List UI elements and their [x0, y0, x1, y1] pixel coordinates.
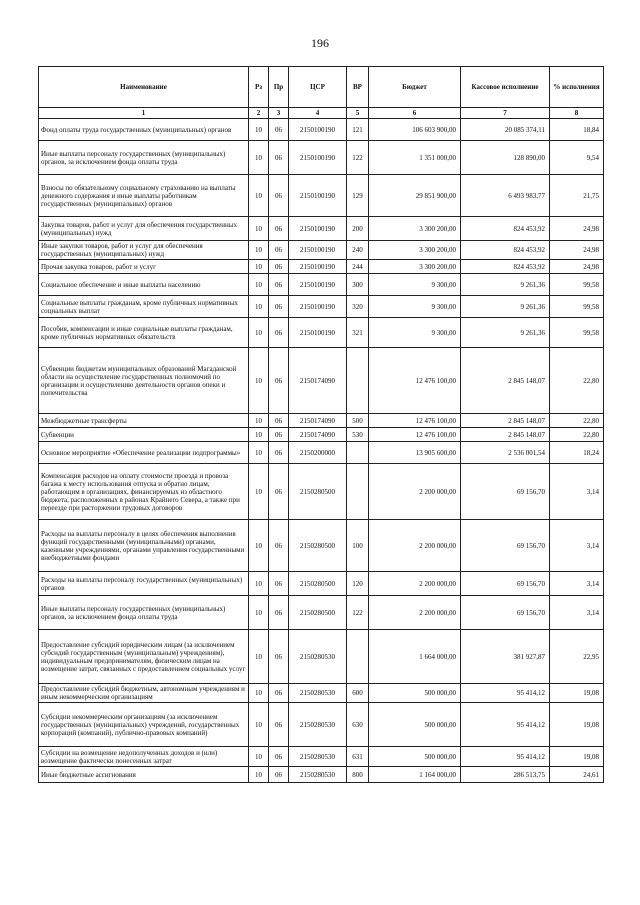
cell-vr: 320: [347, 296, 369, 318]
cell-exec: 69 156,70: [461, 520, 550, 572]
cell-budget: 9 300,00: [369, 296, 461, 318]
table-row: [39, 217, 604, 241]
cell-name: Пособия, компенсации и иные социальные выплаты гражданам, кроме публичных нормативных обязательств: [39, 318, 249, 348]
cell-rz: 10: [249, 428, 269, 442]
cell-pct: 24,98: [550, 217, 604, 241]
cell-budget: 9 300,00: [369, 318, 461, 348]
table-row: [39, 464, 604, 520]
cell-vr: 530: [347, 428, 369, 442]
cell-csr: 2150100190: [289, 217, 347, 241]
cell-exec: 95 414,12: [461, 703, 550, 747]
cell-vr: 240: [347, 241, 369, 260]
cell-vr: 120: [347, 572, 369, 596]
header-exec: Кассовое исполнение: [461, 67, 550, 108]
cell-csr: 2150280500: [289, 520, 347, 572]
table-row: [39, 684, 604, 703]
cell-budget: 2 200 000,00: [369, 572, 461, 596]
table-row: [39, 428, 604, 442]
cell-name: Взносы по обязательному социальному страхованию на выплаты денежного содержания и иные выплаты работникам государственных (муниципальных) органов: [39, 175, 249, 217]
cell-exec: 128 890,00: [461, 141, 550, 175]
cell-pr: 06: [269, 241, 289, 260]
cell-pr: 06: [269, 141, 289, 175]
colnum-6: 6: [369, 108, 461, 119]
cell-exec: 95 414,12: [461, 747, 550, 767]
cell-pct: 22,80: [550, 414, 604, 428]
cell-pct: 24,61: [550, 767, 604, 783]
cell-pr: 06: [269, 428, 289, 442]
cell-pct: 3,14: [550, 464, 604, 520]
table-row: [39, 596, 604, 630]
cell-name: Социальные выплаты гражданам, кроме публичных нормативных социальных выплат: [39, 296, 249, 318]
cell-vr: [347, 630, 369, 684]
cell-csr: 2150100190: [289, 318, 347, 348]
cell-pr: 06: [269, 442, 289, 464]
cell-pct: 99,58: [550, 296, 604, 318]
cell-vr: [347, 348, 369, 414]
cell-pct: 22,80: [550, 348, 604, 414]
cell-pr: 06: [269, 175, 289, 217]
cell-rz: 10: [249, 119, 269, 141]
cell-csr: 2150100190: [289, 175, 347, 217]
cell-rz: 10: [249, 217, 269, 241]
cell-csr: 2150174090: [289, 428, 347, 442]
cell-name: Фонд оплаты труда государственных (муниципальных) органов: [39, 119, 249, 141]
cell-name: Предоставление субсидий юридическим лицам (за исключением субсидий государственным (муниципальным) учреждениям), индивидуальным предпринимателям, физическим лицам на возмещение затрат, связанных с предоставлением социальных услуг: [39, 630, 249, 684]
header-vr: ВР: [347, 67, 369, 108]
cell-name: Субсидии некоммерческим организациям (за исключением государственных (муниципальных) учреждений, государственных корпораций (компаний), публично-правовых компаний): [39, 703, 249, 747]
cell-name: Социальное обеспечение и иные выплаты населению: [39, 274, 249, 296]
cell-rz: 10: [249, 767, 269, 783]
cell-exec: 381 927,87: [461, 630, 550, 684]
cell-pct: 19,08: [550, 684, 604, 703]
table-row: [39, 318, 604, 348]
table-row: [39, 348, 604, 414]
table-row: [39, 414, 604, 428]
cell-pct: 24,98: [550, 241, 604, 260]
budget-table: [38, 66, 604, 783]
cell-pct: 9,54: [550, 141, 604, 175]
cell-vr: 121: [347, 119, 369, 141]
cell-rz: 10: [249, 572, 269, 596]
colnum-7: 7: [461, 108, 550, 119]
cell-pr: 06: [269, 260, 289, 274]
cell-rz: 10: [249, 442, 269, 464]
cell-vr: 129: [347, 175, 369, 217]
table-row: [39, 520, 604, 572]
cell-pct: 3,14: [550, 520, 604, 572]
cell-exec: 2 845 148,07: [461, 428, 550, 442]
cell-pr: 06: [269, 119, 289, 141]
table-row: [39, 442, 604, 464]
cell-budget: 2 200 000,00: [369, 596, 461, 630]
cell-budget: 12 476 100,00: [369, 414, 461, 428]
cell-exec: 69 156,70: [461, 596, 550, 630]
cell-budget: 2 200 000,00: [369, 520, 461, 572]
cell-pct: 21,75: [550, 175, 604, 217]
cell-pct: 3,14: [550, 596, 604, 630]
header-row: [39, 67, 604, 108]
cell-rz: 10: [249, 630, 269, 684]
table-row: [39, 141, 604, 175]
cell-rz: 10: [249, 747, 269, 767]
cell-name: Субсидии на возмещение недополученных доходов и (или) возмещение фактически понесенных затрат: [39, 747, 249, 767]
colnum-2: 2: [249, 108, 269, 119]
cell-budget: 2 200 000,00: [369, 464, 461, 520]
cell-name: Иные выплаты персоналу государственных (муниципальных) органов, за исключением фонда оплаты труда: [39, 596, 249, 630]
cell-name: Расходы на выплаты персоналу в целях обеспечения выполнения функций государственными (муниципальными) органами, казенными учреждениями, органами управления государственными внебюджетными фондами: [39, 520, 249, 572]
table-row: [39, 572, 604, 596]
table-row: [39, 274, 604, 296]
cell-name: Основное мероприятие «Обеспечение реализации подпрограммы»: [39, 442, 249, 464]
cell-exec: 69 156,70: [461, 464, 550, 520]
cell-vr: 631: [347, 747, 369, 767]
cell-vr: 300: [347, 274, 369, 296]
cell-budget: 12 476 100,00: [369, 348, 461, 414]
cell-pct: 18,84: [550, 119, 604, 141]
cell-budget: 500 000,00: [369, 747, 461, 767]
cell-exec: 824 453,92: [461, 217, 550, 241]
cell-pr: 06: [269, 767, 289, 783]
cell-exec: 2 845 148,07: [461, 414, 550, 428]
cell-exec: 824 453,92: [461, 241, 550, 260]
cell-csr: 2150280530: [289, 703, 347, 747]
cell-budget: 3 300 200,00: [369, 260, 461, 274]
cell-pct: 99,58: [550, 318, 604, 348]
cell-csr: 2150280530: [289, 630, 347, 684]
cell-pct: 24,98: [550, 260, 604, 274]
cell-csr: 2150100190: [289, 296, 347, 318]
cell-pct: 3,14: [550, 572, 604, 596]
cell-pct: 19,08: [550, 703, 604, 747]
cell-exec: 20 085 374,11: [461, 119, 550, 141]
cell-csr: 2150100190: [289, 241, 347, 260]
cell-pct: 22,95: [550, 630, 604, 684]
cell-exec: 2 845 148,07: [461, 348, 550, 414]
cell-rz: 10: [249, 348, 269, 414]
cell-rz: 10: [249, 318, 269, 348]
cell-vr: 122: [347, 596, 369, 630]
cell-pr: 06: [269, 630, 289, 684]
cell-pr: 06: [269, 318, 289, 348]
cell-vr: 800: [347, 767, 369, 783]
cell-exec: 6 493 983,77: [461, 175, 550, 217]
cell-csr: 2150100190: [289, 274, 347, 296]
cell-csr: 2150200000: [289, 442, 347, 464]
cell-budget: 29 851 900,00: [369, 175, 461, 217]
cell-rz: 10: [249, 703, 269, 747]
cell-name: Субвенции бюджетам муниципальных образований Магаданской области на осуществление государственных полномочий по организации и осуществлению деятельности органов опеки и попечительства: [39, 348, 249, 414]
cell-rz: 10: [249, 175, 269, 217]
cell-csr: 2150280530: [289, 747, 347, 767]
cell-pr: 06: [269, 520, 289, 572]
table-row: [39, 767, 604, 783]
cell-name: Межбюджетные трансферты: [39, 414, 249, 428]
cell-vr: 244: [347, 260, 369, 274]
cell-budget: 1 164 000,00: [369, 767, 461, 783]
cell-pr: 06: [269, 703, 289, 747]
cell-csr: 2150100190: [289, 141, 347, 175]
table-row: [39, 260, 604, 274]
cell-pct: 18,24: [550, 442, 604, 464]
cell-name: Расходы на выплаты персоналу государственных (муниципальных) органов: [39, 572, 249, 596]
cell-csr: 2150280500: [289, 572, 347, 596]
cell-name: Субвенции: [39, 428, 249, 442]
cell-exec: 2 536 001,54: [461, 442, 550, 464]
cell-budget: 9 300,00: [369, 274, 461, 296]
cell-budget: 13 905 600,00: [369, 442, 461, 464]
cell-budget: 106 603 900,00: [369, 119, 461, 141]
header-name: Наименование: [39, 67, 249, 108]
cell-pr: 06: [269, 572, 289, 596]
cell-pr: 06: [269, 596, 289, 630]
cell-vr: 600: [347, 684, 369, 703]
cell-pct: 22,80: [550, 428, 604, 442]
column-number-row: [39, 108, 604, 119]
cell-budget: 3 300 200,00: [369, 217, 461, 241]
colnum-1: 1: [39, 108, 249, 119]
cell-rz: 10: [249, 520, 269, 572]
cell-pct: 99,58: [550, 274, 604, 296]
cell-budget: 12 476 100,00: [369, 428, 461, 442]
table-row: [39, 241, 604, 260]
cell-csr: 2150280530: [289, 767, 347, 783]
colnum-4: 4: [289, 108, 347, 119]
cell-name: Иные выплаты персоналу государственных (муниципальных) органов, за исключением фонда оплаты труда: [39, 141, 249, 175]
cell-csr: 2150100190: [289, 260, 347, 274]
cell-csr: 2150280500: [289, 596, 347, 630]
table-row: [39, 175, 604, 217]
page-number: 196: [311, 36, 329, 50]
table-row: [39, 747, 604, 767]
header-csr: ЦСР: [289, 67, 347, 108]
cell-pr: 06: [269, 684, 289, 703]
header-rz: Рз: [249, 67, 269, 108]
table-row: [39, 119, 604, 141]
cell-pr: 06: [269, 348, 289, 414]
cell-budget: 500 000,00: [369, 684, 461, 703]
cell-exec: 69 156,70: [461, 572, 550, 596]
cell-rz: 10: [249, 414, 269, 428]
cell-rz: 10: [249, 464, 269, 520]
cell-budget: 1 664 000,00: [369, 630, 461, 684]
cell-budget: 500 000,00: [369, 703, 461, 747]
table-row: [39, 296, 604, 318]
cell-vr: 100: [347, 520, 369, 572]
cell-vr: 630: [347, 703, 369, 747]
colnum-5: 5: [347, 108, 369, 119]
cell-csr: 2150100190: [289, 119, 347, 141]
cell-name: Иные закупки товаров, работ и услуг для обеспечения государственных (муниципальных) нужд: [39, 241, 249, 260]
cell-pr: 06: [269, 747, 289, 767]
cell-rz: 10: [249, 260, 269, 274]
colnum-8: 8: [550, 108, 604, 119]
header-budget: Бюджет: [369, 67, 461, 108]
cell-vr: 122: [347, 141, 369, 175]
cell-pr: 06: [269, 464, 289, 520]
cell-pr: 06: [269, 217, 289, 241]
cell-pr: 06: [269, 414, 289, 428]
table-row: [39, 630, 604, 684]
cell-vr: 321: [347, 318, 369, 348]
cell-budget: 1 351 000,00: [369, 141, 461, 175]
cell-rz: 10: [249, 684, 269, 703]
header-pct: % исполнения: [550, 67, 604, 108]
colnum-3: 3: [269, 108, 289, 119]
cell-exec: 9 261,36: [461, 274, 550, 296]
cell-exec: 9 261,36: [461, 296, 550, 318]
cell-vr: [347, 464, 369, 520]
cell-csr: 2150280530: [289, 684, 347, 703]
cell-csr: 2150174090: [289, 348, 347, 414]
cell-exec: 286 513,75: [461, 767, 550, 783]
cell-pr: 06: [269, 274, 289, 296]
cell-name: Иные бюджетные ассигнования: [39, 767, 249, 783]
cell-pct: 19,08: [550, 747, 604, 767]
table-row: [39, 703, 604, 747]
cell-rz: 10: [249, 296, 269, 318]
header-pr: Пр: [269, 67, 289, 108]
cell-csr: 2150280500: [289, 464, 347, 520]
cell-vr: 200: [347, 217, 369, 241]
cell-name: Прочая закупка товаров, работ и услуг: [39, 260, 249, 274]
cell-vr: 500: [347, 414, 369, 428]
cell-name: Закупка товаров, работ и услуг для обеспечения государственных (муниципальных) нужд: [39, 217, 249, 241]
cell-exec: 824 453,92: [461, 260, 550, 274]
cell-exec: 9 261,36: [461, 318, 550, 348]
cell-rz: 10: [249, 241, 269, 260]
cell-budget: 3 300 200,00: [369, 241, 461, 260]
cell-exec: 95 414,12: [461, 684, 550, 703]
cell-rz: 10: [249, 141, 269, 175]
cell-name: Компенсация расходов на оплату стоимости проезда и провоза багажа к месту использования отпуска и обратно лицам, работающим в организациях, финансируемых из областного бюджета, расположенных в районах Крайнего Севера, а также при переезде при расторжении трудовых договоров: [39, 464, 249, 520]
cell-name: Предоставление субсидий бюджетным, автономным учреждениям и иным некоммерческим организациям: [39, 684, 249, 703]
cell-rz: 10: [249, 274, 269, 296]
cell-csr: 2150174090: [289, 414, 347, 428]
cell-rz: 10: [249, 596, 269, 630]
cell-vr: [347, 442, 369, 464]
cell-pr: 06: [269, 296, 289, 318]
